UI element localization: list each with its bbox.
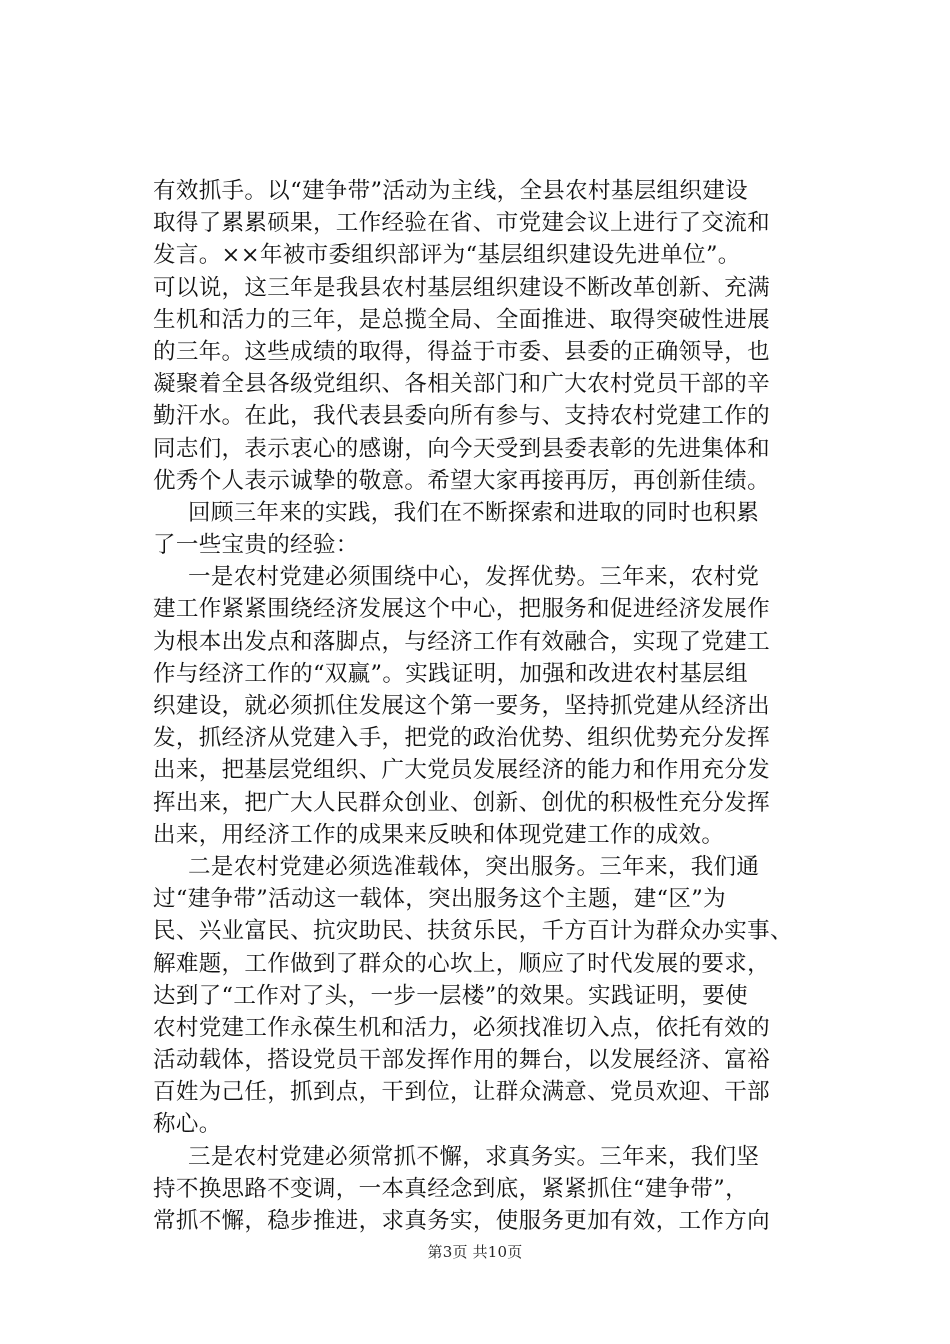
- text-line: 的三年。这些成绩的取得，得益于市委、县委的正确领导，也: [153, 338, 770, 365]
- text-line: 优秀个人表示诚挚的敬意。希望大家再接再厉，再创新佳绩。: [153, 467, 770, 494]
- text-line: 称心。: [153, 1111, 222, 1138]
- text-line: 达到了“工作对了头，一步一层楼”的效果。实践证明，要使: [153, 982, 748, 1009]
- text-line: 生机和活力的三年，是总揽全局、全面推进、取得突破性进展: [153, 306, 770, 333]
- text-line: 过“建争带”活动这一载体，突出服务这个主题，建“区”为: [153, 886, 726, 913]
- text-line: 作与经济工作的“双赢”。实践证明，加强和改进农村基层组: [153, 660, 748, 687]
- paragraph-start-line: 一是农村党建必须围绕中心，发挥优势。三年来，农村党: [188, 564, 760, 591]
- text-line: 同志们，表示衷心的感谢，向今天受到县委表彰的先进集体和: [153, 435, 770, 462]
- text-line: 常抓不懈，稳步推进，求真务实，使服务更加有效，工作方向: [153, 1208, 770, 1234]
- text-line: 持不换思路不变调，一本真经念到底，紧紧抓住“建争带”，: [153, 1175, 748, 1202]
- text-line: 发言。××年被市委组织部评为“基层组织建设先进单位”。: [153, 242, 741, 269]
- text-line: 百姓为己任，抓到点，干到位，让群众满意、党员欢迎、干部: [153, 1079, 770, 1106]
- text-line: 农村党建工作永葆生机和活力，必须找准切入点，依托有效的: [153, 1014, 770, 1041]
- paragraph-start-line: 二是农村党建必须选准载体，突出服务。三年来，我们通: [188, 853, 760, 880]
- text-line: 挥出来，把广大人民群众创业、创新、创优的积极性充分发挥: [153, 789, 770, 816]
- text-line: 可以说，这三年是我县农村基层组织建设不断改革创新、充满: [153, 274, 770, 301]
- text-line: 出来，用经济工作的成果来反映和体现党建工作的成效。: [153, 821, 725, 848]
- text-line: 凝聚着全县各级党组织、各相关部门和广大农村党员干部的辛: [153, 371, 770, 398]
- text-line: 发，抓经济从党建入手，把党的政治优势、组织优势充分发挥: [153, 725, 770, 752]
- paragraph-start-line: 三是农村党建必须常抓不懈，求真务实。三年来，我们坚: [188, 1143, 760, 1170]
- text-line: 取得了累累硕果，工作经验在省、市党建会议上进行了交流和: [153, 210, 770, 237]
- text-line: 为根本出发点和落脚点，与经济工作有效融合，实现了党建工: [153, 628, 770, 655]
- page-number-footer: 第3页 共10页: [427, 1243, 523, 1261]
- text-line: 解难题，工作做到了群众的心坎上，顺应了时代发展的要求，: [153, 950, 770, 977]
- text-line: 有效抓手。以“建争带”活动为主线，全县农村基层组织建设: [153, 178, 748, 204]
- text-line: 民、兴业富民、抗灾助民、扶贫乐民，千方百计为群众办实事、: [153, 918, 793, 945]
- document-body: [153, 175, 843, 1237]
- text-line: 了一些宝贵的经验：: [153, 532, 359, 559]
- text-line: 建工作紧紧围绕经济发展这个中心，把服务和促进经济发展作: [153, 596, 770, 623]
- text-line: 活动载体，搭设党员干部发挥作用的舞台，以发展经济、富裕: [153, 1047, 770, 1074]
- text-line: 勤汗水。在此，我代表县委向所有参与、支持农村党建工作的: [153, 403, 770, 430]
- text-line: 织建设，就必须抓住发展这个第一要务，坚持抓党建从经济出: [153, 693, 770, 719]
- paragraph-start-line: 回顾三年来的实践，我们在不断探索和进取的同时也积累: [188, 499, 760, 526]
- text-line: 出来，把基层党组织、广大党员发展经济的能力和作用充分发: [153, 757, 770, 784]
